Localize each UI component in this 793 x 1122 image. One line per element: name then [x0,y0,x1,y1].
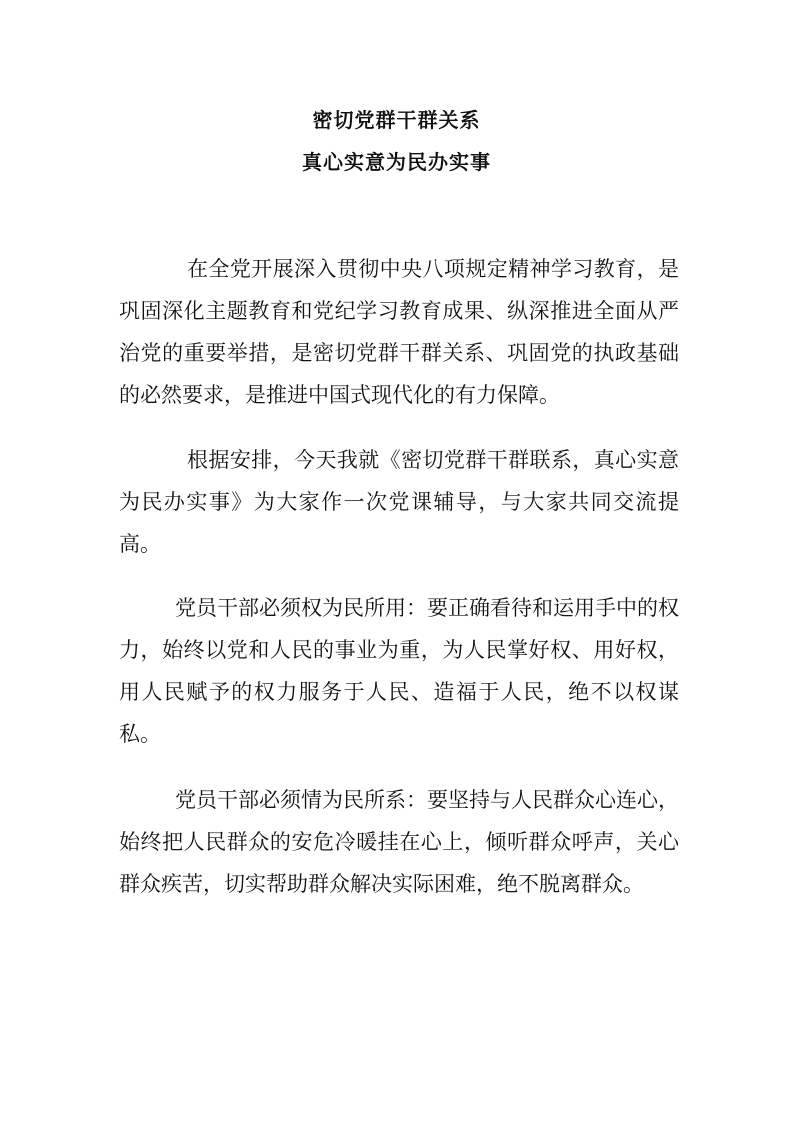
paragraph-power-for-people: 党员干部必须权为民所用：要正确看待和运用手中的权力，始终以党和人民的事业为重，为人民掌好权、用好权，用人民赋予的权力服务于人民、造福于人民，绝不以权谋私。 [119,596,679,746]
paragraph-intro: 在全党开展深入贯彻中央八项规定精神学习教育，是巩固深化主题教育和党纪学习教育成果、纵深推进全面从严治党的重要举措，是密切党群干群关系、巩固党的执政基础的必然要求，是推进中国式现代化的有力保障。 [119,257,679,407]
document-title-line-2: 真心实意为民办实事 [302,150,491,174]
document-title-line-1: 密切党群干群关系 [312,108,481,132]
paragraph-arrangement: 根据安排，今天我就《密切党群干群联系，真心实意为民办实事》为大家作一次党课辅导，与大家共同交流提高。 [119,448,679,556]
paragraph-care-for-people: 党员干部必须情为民所系：要坚持与人民群众心连心，始终把人民群众的安危冷暖挂在心上，倾听群众呼声，关心群众疾苦，切实帮助群众解决实际困难，绝不脱离群众。 [119,788,679,896]
